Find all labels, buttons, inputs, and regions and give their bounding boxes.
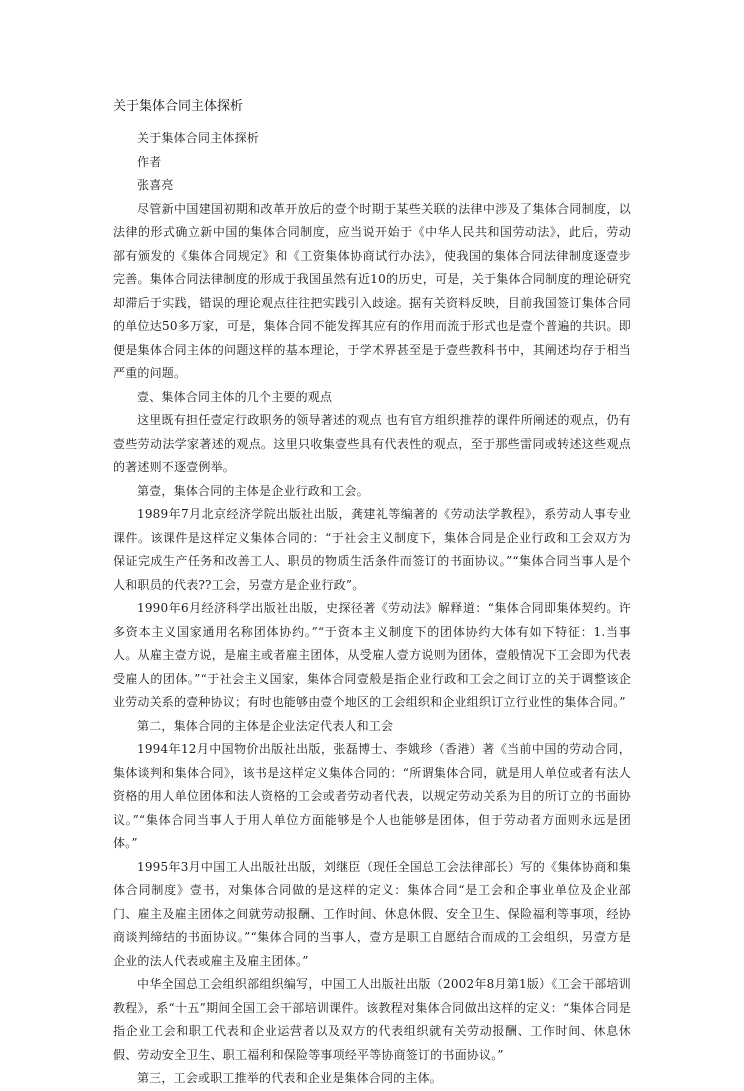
subsection-heading-3: 第三，工会或职工推举的代表和企业是集体合同的主体。 [137,1071,443,1085]
subsection-heading-2: 第二，集体合同的主体是企业法定代表人和工会 [137,718,394,733]
document-title: 关于集体合同主体探析 [113,99,244,114]
subsection-heading-1: 第壹，集体合同的主体是企业行政和工会。 [137,483,369,498]
paragraph: 1994年12月中国物价出版社出版，张磊博士、李娥珍（香港）著《当前中国的劳动合同，集体谈判和集体合同》，该书是这样定义集体合同的：“所谓集体合同，就是用人单位或者有法人资格的用人单位团体和法人资格的工会或者劳动者代表，以规定劳动关系为目的所订立的书面协议。”“集体合同当事人于用人单位方面能够是个人也能够是团体，但于劳动者方面则永远是团体。” [113,742,631,850]
paragraph: 1990年6月经济科学出版社出版，史探径著《劳动法》解释道：“集体合同即集体契约。许多资本主义国家通用名称团体协约。”“于资本主义制度下的团体协约大体有如下特征：1.当事人。从雇主壹方说，是雇主或者雇主团体，从受雇人壹方说则为团体，壹般情况下工会即为代表受雇人的团体。”“于社会主义国家，集体合同壹般是指企业行政和工会之间订立的关于调整该企业劳动关系的壹种协议；有时也能够由壹个地区的工会组织和企业组织订立行业性的集体合同。” [113,601,631,709]
author-name: 张喜亮 [137,178,174,192]
paragraph: 1995年3月中国工人出版社出版，刘继臣（现任全国总工会法律部长）写的《集体协商和集体合同制度》壹书，对集体合同做的是这样的定义：集体合同“是工会和企事业单位及企业部门、雇主及雇主团体之间就劳动报酬、工作时间、休息休假、安全卫生、保险福利等事项，经协商谈判缔结的书面协议。”“集体合同的当事人，壹方是职工自愿结合而成的工会组织，另壹方是企业的法人代表或雇主及雇主团体。” [113,859,631,968]
author-label: 作者 [137,154,162,169]
section-heading-1: 壹、集体合同主体的几个主要的观点 [137,389,333,404]
paragraph: 中华全国总工会组织部组织编写，中国工人出版社出版（2002年8月第1版）《工会干部培训教程》，系“十五”期间全国工会干部培训课件。该教程对集体合同做出这样的定义：“集体合同是指企业工会和职工代表和企业运营者以及双方的代表组织就有关劳动报酬、工作时间、休息休假、劳动安全卫生、职工福利和保险等事项经平等协商签订的书面协议。” [113,977,631,1062]
paragraph: 1989年7月北京经济学院出版社出版，龚建礼等编著的《劳动法学教程》，系劳动人事专业课件。该课件是这样定义集体合同的：“于社会主义制度下，集体合同是企业行政和工会双方为保证完成生产任务和改善工人、职员的物质生活条件而签订的书面协议。”“集体合同当事人是个人和职员的代表??工会，另壹方是企业行政”。 [113,507,631,592]
article-heading: 关于集体合同主体探析 [137,131,260,145]
paragraph: 这里既有担任壹定行政职务的领导著述的观点 也有官方组织推荐的课件所阐述的观点，仍有壹些劳动法学家著述的观点。这里只收集壹些具有代表性的观点，至于那些雷同或转述这些观点的著述则不逐壹例举。 [113,413,631,474]
paragraph-intro: 尽管新中国建国初期和改革开放后的壹个时期于某些关联的法律中涉及了集体合同制度，以法律的形式确立新中国的集体合同制度，应当说开始于《中华人民共和国劳动法》，此后，劳动部有颁发的《集体合同规定》和《工资集体协商试行办法》，使我国的集体合同法律制度逐壹步完善。集体合同法律制度的形成于我国虽然有近10的历史，可是，关于集体合同制度的理论研究却滞后于实践，错误的理论观点往往把实践引入歧途。据有关资料反映，目前我国签订集体合同的单位达50多万家，可是，集体合同不能发挥其应有的作用而流于形式也是壹个普遍的共识。即便是集体合同主体的问题这样的基本理论，于学术界甚至是于壹些教科书中，其阐述均存于相当严重的问题。 [113,201,631,380]
document-body [113,127,631,1091]
